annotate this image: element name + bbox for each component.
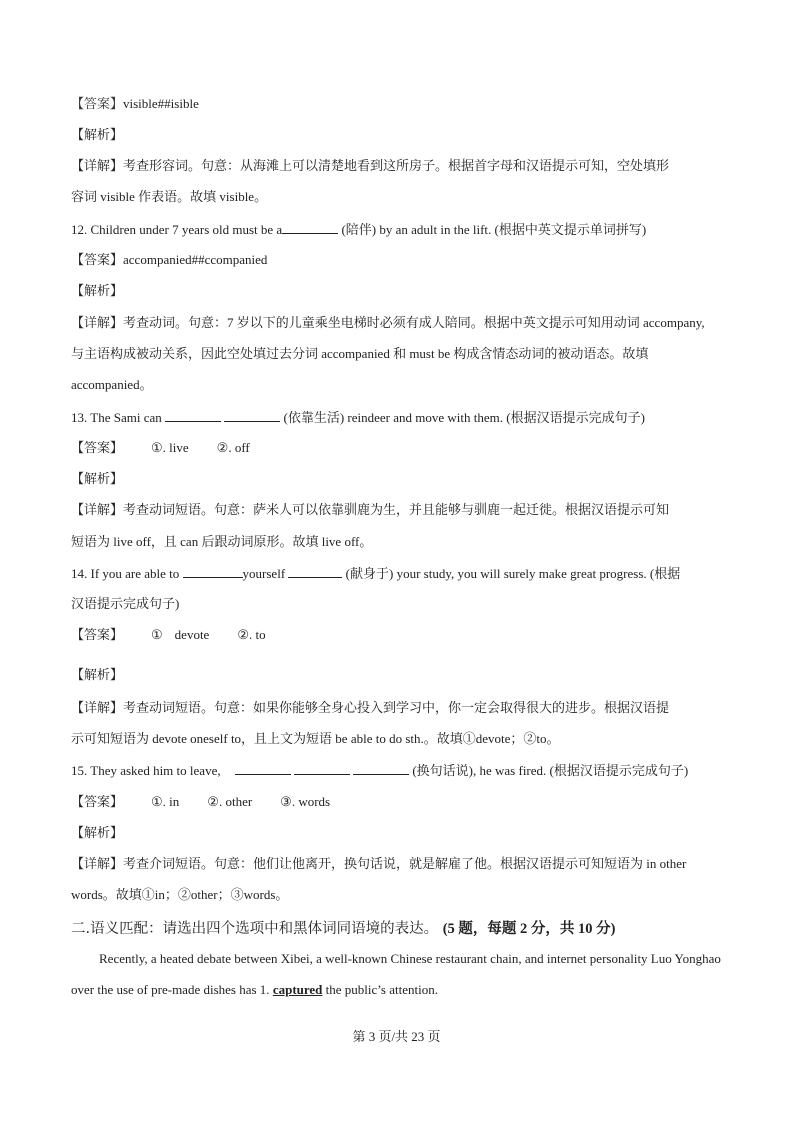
q14-question-line1 <box>71 565 680 582</box>
q14-detail-line1 <box>71 700 669 716</box>
q13-answer-line <box>71 440 250 456</box>
detail-label: 【详解】 <box>71 315 124 330</box>
q11-detail-line1 <box>71 158 669 174</box>
q11-answer-line <box>71 96 199 112</box>
q11-analysis-label: 【解析】 <box>71 127 124 142</box>
page-footer: 第 3 页/共 23 页 <box>352 1029 441 1044</box>
q13-text-pre: 13. The Sami can <box>71 410 162 425</box>
q12-answer-line <box>71 252 267 268</box>
passage-text-after: the public’s attention. <box>325 982 438 997</box>
detail-label: 【详解】 <box>71 502 124 517</box>
q14-text-mid: yourself <box>242 566 286 581</box>
q15-question <box>71 762 688 779</box>
q13-detail-line2: 短语为 live off，且 can 后跟动词原形。故填 live off。 <box>71 534 373 549</box>
section-2-score: (5 题，每题 2 分，共 10 分) <box>442 921 616 937</box>
section-2-heading <box>71 917 616 938</box>
q13-blank-2 <box>224 409 280 422</box>
answer-label: 【答案】 <box>71 794 124 809</box>
q15-blank-1 <box>235 762 291 775</box>
q12-blank <box>282 221 338 234</box>
detail-label: 【详解】 <box>71 158 124 173</box>
q15-detail-line1 <box>71 856 686 872</box>
q15-text-pre: 15. They asked him to leave, <box>71 763 221 778</box>
q12-text-pre: 12. Children under 7 years old must be a <box>71 222 283 237</box>
q15-analysis-label: 【解析】 <box>71 825 124 840</box>
q13-blank-1 <box>165 409 221 422</box>
q14-text-pre: 14. If you are able to <box>71 566 180 581</box>
q15-detail-line2: words。故填①in；②other；③words。 <box>71 887 289 902</box>
detail-label: 【详解】 <box>71 856 124 871</box>
q14-answer-line <box>71 627 266 643</box>
answer-label: 【答案】 <box>71 440 124 455</box>
q12-analysis-label: 【解析】 <box>71 283 124 298</box>
q15-blank-3 <box>353 762 409 775</box>
q13-detail-text1: 考查动词短语。句意：萨米人可以依靠驯鹿为生，并且能够与驯鹿一起迁徙。根据汉语提示可知 <box>123 502 670 517</box>
q11-answer: visible##isible <box>123 96 199 111</box>
q13-answer-2: ②. off <box>216 440 250 455</box>
q11-detail-text1: 考查形容词。句意：从海滩上可以清楚地看到这所房子。根据首字母和汉语提示可知，空处填形 <box>123 158 670 173</box>
q14-answer-2: ②. to <box>237 627 266 642</box>
q12-detail-line2: 与主语构成被动关系，因此空处填过去分词 accompanied 和 must be 构成含情态动词的被动语态。故填 <box>71 346 649 361</box>
section-2-title: 二.语义匹配：请选出四个选项中和黑体词同语境的表达。 <box>71 921 439 937</box>
q14-detail-line2: 示可知短语为 devote oneself to，且上文为短语 be able to do sth.。故填①devote；②to。 <box>71 731 560 746</box>
q14-detail-text1: 考查动词短语。句意：如果你能够全身心投入到学习中，你一定会取得很大的进步。根据汉语提 <box>123 700 670 715</box>
detail-label: 【详解】 <box>71 700 124 715</box>
q15-detail-text1: 考查介词短语。句意：他们让他离开，换句话说，就是解雇了他。根据汉语提示可知短语为 in other <box>123 856 687 871</box>
q15-answer-1: ①. in <box>151 794 180 809</box>
passage-keyword-captured: captured <box>272 982 323 997</box>
q14-answer-1-num: ① <box>151 627 163 642</box>
q13-answer-1: ①. live <box>151 440 189 455</box>
q14-answer-1: devote <box>174 627 210 642</box>
q15-blank-2 <box>294 762 350 775</box>
q11-detail-line2: 容词 visible 作表语。故填 visible。 <box>71 189 268 204</box>
q15-text-post: (换句话说), he was fired. (根据汉语提示完成句子) <box>412 763 689 778</box>
q12-detail-line1 <box>71 315 705 331</box>
q12-question <box>71 221 646 238</box>
q13-detail-line1 <box>71 502 669 518</box>
answer-label: 【答案】 <box>71 96 124 111</box>
q15-answer-3: ③. words <box>280 794 331 809</box>
passage-text-before: Recently, a heated debate between Xibei, a well-known Chinese restaurant chain, and internet personality Luo Yonghao over the use of pre-made dishes has 1. <box>71 951 721 997</box>
q12-text-post: (陪伴) by an adult in the lift. (根据中英文提示单词拼写) <box>341 222 647 237</box>
q14-blank-2 <box>288 565 342 578</box>
q13-question <box>71 409 645 426</box>
q13-text-post: (依靠生活) reindeer and move with them. (根据汉语提示完成句子) <box>283 410 645 425</box>
q13-analysis-label: 【解析】 <box>71 471 124 486</box>
q14-text-post: (献身于) your study, you will surely make great progress. (根据 <box>345 566 681 581</box>
q14-analysis-label: 【解析】 <box>71 667 124 682</box>
q15-answer-line <box>71 794 330 810</box>
answer-label: 【答案】 <box>71 627 124 642</box>
q12-answer: accompanied##ccompanied <box>123 252 268 267</box>
q15-answer-2: ②. other <box>207 794 253 809</box>
q12-detail-text1: 考查动词。句意：7 岁以下的儿童乘坐电梯时必须有成人陪同。根据中英文提示可知用动词 accompany, <box>123 315 705 330</box>
q14-question-line2: 汉语提示完成句子) <box>71 596 180 611</box>
q12-detail-line3: accompanied。 <box>71 377 153 392</box>
q14-blank-1 <box>183 565 243 578</box>
answer-label: 【答案】 <box>71 252 124 267</box>
passage-paragraph <box>71 943 726 1005</box>
